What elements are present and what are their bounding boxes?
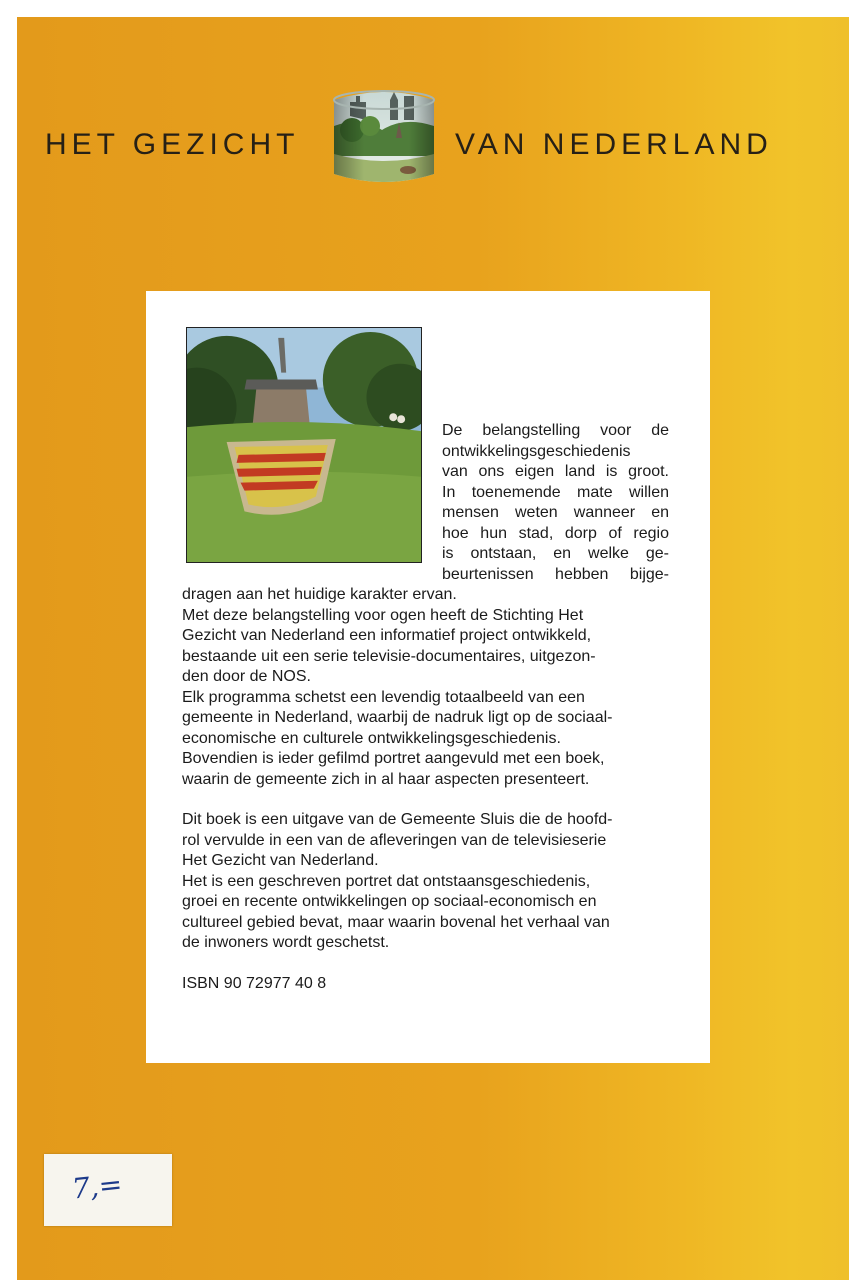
intro-text	[442, 421, 669, 585]
publication-line: Het is een geschreven portret dat ontstaansgeschiedenis,	[182, 872, 591, 890]
publication-line: Het Gezicht van Nederland.	[182, 852, 379, 869]
body-line: bestaande uit een serie televisie-documentaires, uitgezon-	[182, 647, 596, 665]
price-sticker	[44, 1154, 172, 1226]
series-title-right: VAN NEDERLAND	[455, 128, 773, 161]
series-title-left: HET GEZICHT	[45, 128, 300, 161]
body-line: den door de NOS.	[182, 668, 311, 685]
body-line: waarin de gemeente zich in al haar aspecten presenteert.	[182, 770, 590, 788]
publication-line: Dit boek is een uitgave van de Gemeente Sluis die de hoofd-	[182, 811, 613, 828]
body-line: Bovendien is ieder gefilmd portret aangevuld met een boek,	[182, 750, 605, 767]
body-line: Elk programma schetst een levendig totaalbeeld van een	[182, 688, 585, 706]
publication-line: groei en recente ontwikkelingen op sociaal-economisch en	[182, 893, 597, 910]
intro-line: van ons eigen land is groot.	[442, 463, 669, 480]
intro-line: hoe hun stad, dorp of regio	[442, 524, 669, 542]
body-text	[182, 585, 667, 994]
body-line: gemeente in Nederland, waarbij de nadruk ligt op de sociaal-	[182, 709, 613, 726]
series-logo-cylinder	[330, 86, 438, 188]
intro-line: mensen weten wanneer en	[442, 504, 669, 521]
body-line: Met deze belangstelling voor ogen heeft de Stichting Het	[182, 606, 584, 624]
publication-line: rol vervulde in een van de afleveringen van de televisieserie	[182, 831, 607, 849]
description-panel	[146, 291, 710, 1063]
intro-line: beurtenissen hebben bijge-	[442, 565, 669, 583]
intro-line: ontwikkelingsgeschiedenis	[442, 442, 631, 460]
handwritten-price: 7,=	[70, 1167, 124, 1206]
publication-line: cultureel gebied bevat, maar waarin bovenal het verhaal van	[182, 913, 610, 931]
body-line: economische en culturele ontwikkelingsgeschiedenis.	[182, 729, 561, 747]
intro-line: De belangstelling voor de	[442, 422, 669, 439]
body-line: dragen aan het huidige karakter ervan.	[182, 586, 457, 603]
intro-line: is ontstaan, en welke ge-	[442, 545, 669, 562]
intro-line: In toenemende mate willen	[442, 483, 669, 501]
publication-line: de inwoners wordt geschetst.	[182, 934, 390, 951]
isbn-number: ISBN 90 72977 40 8	[182, 974, 327, 992]
flower-coat-of-arms-photo	[186, 327, 422, 563]
body-line: Gezicht van Nederland een informatief project ontwikkeld,	[182, 627, 592, 644]
